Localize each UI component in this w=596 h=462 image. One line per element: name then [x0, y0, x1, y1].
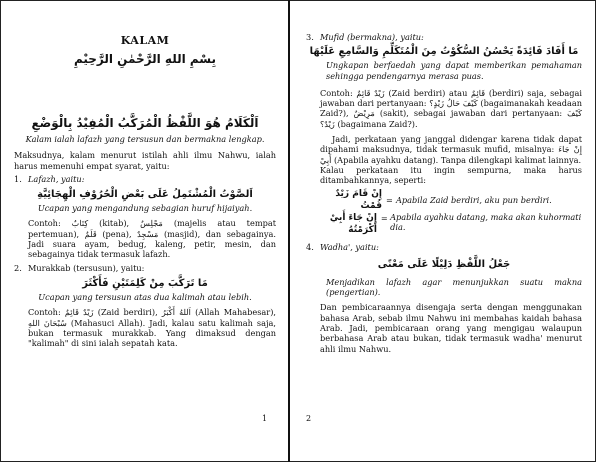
item-1-heading: [14, 174, 276, 184]
kalam-definition-meaning: Kalam ialah lafazh yang tersusun dan bermakna lengkap.: [25, 134, 265, 144]
item-2-heading: [14, 263, 276, 273]
item-1-example: Contoh: كِتَابٌ (kitab), مَجْلِسٌ (majelis atau tempat pertemuan), قَلَمٌ (pena), مَسْجِدٌ (masjid), dan sebagainya. Jadi suara ayam, bedug, kaleng, petir, mesin, dan sebagainya tidak termasuk lafazh.: [28, 218, 277, 260]
item-3-arabic: مَا أَفَادَ فَائِدَةً يَحْسُنُ السُّكُوْتُ مِنَ الْمُتَكَلِّمِ وَالسَّامِعِ عَلَيْهَا: [309, 46, 579, 58]
basmalah: بِسْمِ اللهِ الرَّحْمٰنِ الرَّحِيْمِ: [73, 52, 217, 66]
item-3-label: Mufid (bermakna), yaitu:: [320, 32, 424, 42]
example-2-meaning: Apabila ayahku datang, maka akan kuhormati dia.: [390, 211, 582, 232]
example-row: [306, 212, 582, 236]
example-1-meaning: Apabila Zaid berdiri, aku pun berdiri.: [396, 194, 552, 205]
item-2-number: 2.: [14, 262, 22, 273]
item-2-meaning: Ucapan yang tersusun atas dua kalimah atau lebih.: [38, 291, 252, 302]
item-3-number: 3.: [306, 32, 314, 42]
item-3-example: Contoh: زَيْدٌ قَائِمٌ (Zaid berdiri) atau قَائِمٌ (berdiri) saja, sebagai jawaban dari pertanyaan: كَيْفَ حَالُ زَيْدٍ؟ (bagaimanakah keadaan Zaid?), مَرِيْضٌ (sakit), sebagai jawaban dari pertanyaan: كَيْفَ زَيْدٌ؟ (bagaimana Zaid?).: [320, 87, 583, 129]
kalam-intro: Maksudnya, kalam menurut istilah ahli ilmu Nahwu, ialah harus memenuhi empat syarat, yaitu:: [14, 150, 276, 171]
page-number: 1: [262, 414, 268, 423]
item-4-meaning: Menjadikan lafazh agar menunjukkan suatu makna (pengertian).: [326, 276, 582, 298]
item-1-arabic: اَلصَّوْتُ الْمُشْتَمِلُ عَلَى بَعْضِ الْحُرُوْفِ الْهِجَائِيَّةِ: [37, 189, 253, 201]
right-page: [292, 0, 596, 462]
left-page: [0, 0, 288, 462]
item-2-example: Contoh: زَيْدٌ قَائِمٌ (Zaid berdiri), اَللهُ أَكْبَرُ (Allah Mahabesar), سُبْحَانَ اللهِ (Mahasuci Allah). Jadi, kalau satu kalimah saja, bukan termasuk murakkab. Yang dimaksud dengan "kalimah" di sini ialah sepatah kata.: [28, 307, 276, 349]
item-3-heading: [306, 32, 582, 42]
item-4-paragraph: Dan pembicaraannya disengaja serta dengan menggunakan bahasa Arab, sebab ilmu Nahwu ini membahas kaidah bahasa Arab. Jadi, pembicaraan orang yang mengigau walaupun berbahasa Arab atau bukan, tidak termasuk wadha' menurut ahli ilmu Nahwu.: [320, 302, 582, 354]
item-4-number: 4.: [306, 241, 314, 252]
item-1-meaning: Ucapan yang mengandung sebagian huruf hijaiyah.: [37, 203, 253, 214]
item-1-label: Lafazh, yaitu:: [28, 173, 85, 184]
kalam-definition-arabic: اَلْكَلَامُ هُوَ اللَّفْظُ الْمُرَكَّبُ الْمُفِيْدُ بِالْوَضْعِ: [31, 116, 259, 130]
item-4-arabic: جَعْلُ اللَّفْظِ دَلِيْلًا عَلَى مَعْنًى: [377, 258, 511, 270]
item-2-label: Murakkab (tersusun), yaitu:: [28, 262, 145, 273]
item-1-number: 1.: [14, 173, 22, 184]
example-1-equals: =: [386, 194, 393, 205]
page-title: KALAM: [120, 34, 170, 47]
example-2-arabic: إِنْ جَاءَ أَبِيْ أَكْرَمْتُهُ: [329, 212, 377, 235]
example-row: [306, 188, 582, 212]
item-3-complete-note: Kalau perkataan itu ingin sempurna, maka harus ditambahkannya, seperti:: [320, 164, 582, 186]
item-3-paragraph: Jadi, perkataan yang janggal didengar karena tidak dapat dipahami maksudnya, tidak termasuk mufid, misalnya: إِنْ جَاءَ أَبِيْ (Apabila ayahku datang). Tanpa dilengkapi kalimat lainnya.: [320, 134, 582, 165]
page-divider: [288, 0, 290, 462]
item-3-meaning: Ungkapan berfaedah yang dapat memberikan pemahaman sehingga pendengarnya merasa puas.: [326, 60, 582, 81]
item-2-arabic: مَا تَرَكَّبَ مِنْ كَلِمَتَيْنِ فَأَكْثَرَ: [82, 277, 208, 289]
example-1-arabic: إِنْ قَامَ زَيْدٌ قُمْتُ: [335, 188, 382, 211]
item-4-heading: [306, 242, 582, 252]
example-2-equals: =: [380, 212, 388, 223]
page-number: 2: [306, 414, 312, 423]
item-4-label: Wadha', yaitu:: [320, 241, 379, 252]
